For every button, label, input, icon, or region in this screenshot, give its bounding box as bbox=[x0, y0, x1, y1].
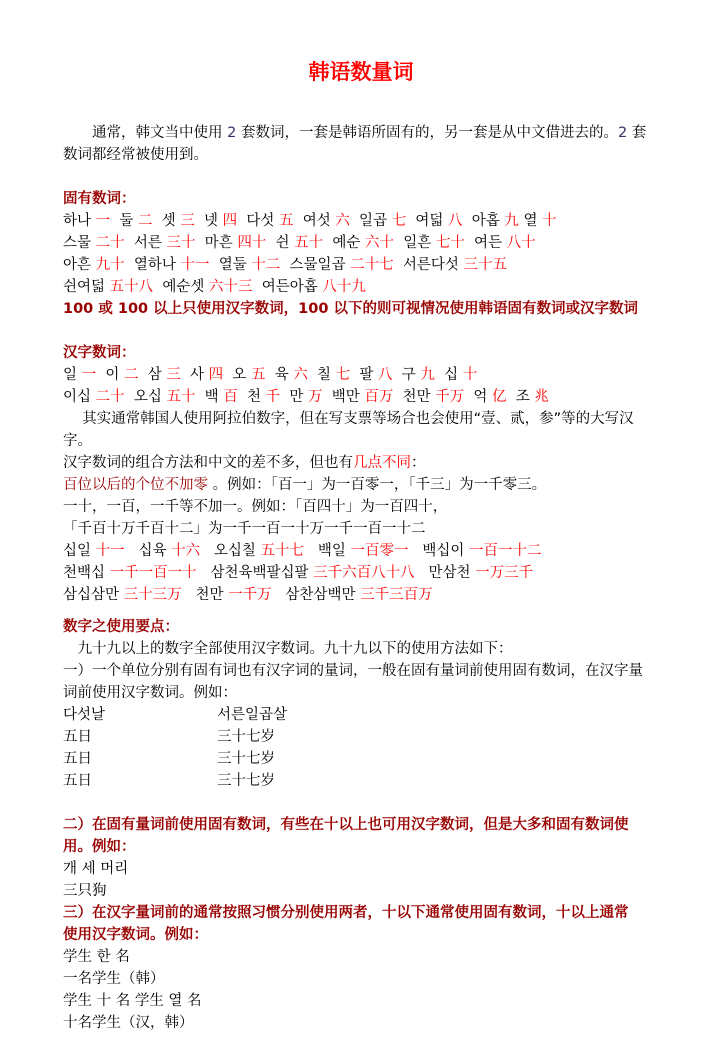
sino-numerals-row-2 bbox=[63, 386, 659, 408]
text-run: 三十七岁 bbox=[217, 773, 275, 789]
point-2-line-1 bbox=[63, 814, 659, 836]
text-run: 十六 bbox=[171, 543, 201, 559]
rule-no-zero bbox=[63, 474, 659, 496]
point-2-line-2 bbox=[63, 836, 659, 858]
text-run: 二十七 bbox=[350, 257, 394, 273]
arabic-note-line-1 bbox=[63, 408, 659, 430]
text-run: 五日 bbox=[63, 729, 92, 745]
text-run: 셋 bbox=[152, 213, 181, 229]
text-run: 스물 bbox=[63, 235, 96, 251]
text-run: 三十五 bbox=[463, 257, 508, 273]
rule-no-one-1 bbox=[63, 496, 659, 518]
text-run: 예순셋 bbox=[153, 279, 209, 295]
text-run: 개 세 머리 bbox=[63, 861, 129, 877]
text-run: 三 bbox=[180, 213, 195, 229]
text-run: 一百一十二 bbox=[468, 543, 542, 559]
text-run: 여덟 bbox=[406, 213, 449, 229]
text-run: 팔 bbox=[350, 367, 379, 383]
text-run: 구 bbox=[392, 367, 421, 383]
text-run: 其实通常韩国人使用阿拉伯数字，但在写支票等场合也会使用“壹、贰，参”等的大写汉 bbox=[63, 411, 634, 427]
blank-line bbox=[63, 166, 659, 188]
text-run: 二 bbox=[137, 213, 153, 229]
text-run: 八十 bbox=[506, 235, 536, 251]
text-run: 。例如：「百一」为一百零一，「千三」为一千零三。 bbox=[208, 477, 547, 493]
text-run: 套 bbox=[627, 125, 647, 141]
text-run: 칠 bbox=[307, 367, 336, 383]
example-col-row-korean bbox=[63, 704, 659, 726]
text-run: 通常，韩文当中使用 bbox=[63, 125, 228, 141]
native-numerals-heading bbox=[63, 188, 659, 210]
text-run: 五日 bbox=[63, 751, 92, 767]
text-run: 亿 bbox=[492, 389, 507, 405]
text-run: 兆 bbox=[534, 389, 549, 405]
text-run: 套数词，一套是韩语所固有的，另一套是从中文借进去的。 bbox=[236, 125, 618, 141]
doc-title: 韩语数量词 bbox=[308, 60, 414, 84]
text-run: 三千三百万 bbox=[360, 587, 433, 603]
text-run: 十名学生（汉，韩） bbox=[63, 1015, 194, 1031]
text-run: 一百零一 bbox=[350, 543, 409, 559]
text-run: 八 bbox=[448, 213, 463, 229]
text-run: 固有数词： bbox=[63, 191, 136, 207]
text-run: 十一 bbox=[95, 543, 125, 559]
text-run: 九 bbox=[504, 213, 519, 229]
text-run: 十二 bbox=[251, 257, 281, 273]
text-run: 천만 bbox=[393, 389, 436, 405]
text-run: 둘 bbox=[110, 213, 138, 229]
text-run: 一千万 bbox=[228, 587, 272, 603]
text-run: 二十 bbox=[95, 389, 125, 405]
text-run: 二十 bbox=[95, 235, 125, 251]
sino-examples-row-3 bbox=[63, 584, 659, 606]
example-student-chinese-1 bbox=[63, 968, 659, 990]
text-run: 学生 十 名 学生 열 名 bbox=[63, 993, 202, 1009]
text-run: 열하나 bbox=[124, 257, 181, 273]
text-run: 쉰여덟 bbox=[63, 279, 110, 295]
text-run: 词前使用汉字数词。例如： bbox=[63, 685, 237, 701]
text-run: 천만 bbox=[181, 587, 229, 603]
text-run: 오십 bbox=[124, 389, 167, 405]
text-run: 六 bbox=[293, 367, 308, 383]
point-1-line-2 bbox=[63, 682, 659, 704]
point-3-line-2 bbox=[63, 924, 659, 946]
text-run: 六十 bbox=[365, 235, 394, 251]
text-run: 字。 bbox=[63, 433, 92, 449]
text-run: 九十九以上的数字全部使用汉字数词。九十九以下的使用方法如下： bbox=[63, 641, 513, 657]
text-run: 九十 bbox=[95, 257, 125, 273]
document-body bbox=[63, 100, 659, 1034]
text-run: 아홉 bbox=[462, 213, 505, 229]
text-run: 八十九 bbox=[322, 279, 366, 295]
text-run: 십 bbox=[434, 367, 463, 383]
point-1-line-1 bbox=[63, 660, 659, 682]
text-run: 천백십 bbox=[63, 565, 110, 581]
text-run: 만삼천 bbox=[414, 565, 476, 581]
text-run: 几点不同 bbox=[353, 455, 411, 471]
sino-numerals-row-1 bbox=[63, 364, 659, 386]
example-student-chinese-2 bbox=[63, 1012, 659, 1034]
text-run: 삼십삼만 bbox=[63, 587, 124, 603]
text-run: 100 或 100 以上只使用汉字数词，100 以下的则可视情况使用韩语固有数词或汉字数词 bbox=[63, 301, 638, 317]
rule-no-one-2 bbox=[63, 518, 659, 540]
example-student-korean-2 bbox=[63, 990, 659, 1012]
arabic-note-line-2 bbox=[63, 430, 659, 452]
document-content bbox=[63, 58, 659, 1034]
text-run: 百位以后的个位不加零 bbox=[63, 477, 208, 493]
text-run: 十 bbox=[542, 213, 557, 229]
example-col-row-chinese bbox=[63, 726, 659, 748]
text-run: 백 bbox=[195, 389, 224, 405]
text-run: 三只狗 bbox=[63, 883, 107, 899]
sino-numerals-heading bbox=[63, 342, 659, 364]
example-dog-chinese bbox=[63, 880, 659, 902]
text-run: 백십이 bbox=[408, 543, 469, 559]
text-run: 六十三 bbox=[209, 279, 253, 295]
text-run: 억 bbox=[464, 389, 493, 405]
text-run: 一 bbox=[95, 213, 111, 229]
text-run: 五 bbox=[279, 213, 294, 229]
text-run: 七 bbox=[335, 367, 351, 383]
text-run: 十 bbox=[462, 367, 478, 383]
text-run: 스물일곱 bbox=[280, 257, 351, 273]
text-run: 여든아홉 bbox=[252, 279, 323, 295]
text-run: 五十八 bbox=[109, 279, 154, 295]
text-run: 오십칠 bbox=[200, 543, 261, 559]
example-col-row-chinese bbox=[63, 748, 659, 770]
text-run: 一 bbox=[81, 367, 97, 383]
text-run: 八 bbox=[378, 367, 393, 383]
sino-examples-row-1 bbox=[63, 540, 659, 562]
text-run: 사 bbox=[180, 367, 209, 383]
text-run: 三十 bbox=[166, 235, 196, 251]
text-run: 四 bbox=[208, 367, 224, 383]
text-run: 千万 bbox=[435, 389, 465, 405]
point-3-line-1 bbox=[63, 902, 659, 924]
example-student-korean-1 bbox=[63, 946, 659, 968]
text-run: 여섯 bbox=[293, 213, 336, 229]
text-run: 열둘 bbox=[209, 257, 252, 273]
difference-intro bbox=[63, 452, 659, 474]
usage-points-heading bbox=[63, 616, 659, 638]
text-run: 예순 bbox=[323, 235, 365, 251]
text-run: 2 bbox=[227, 125, 237, 141]
text-run: 백일 bbox=[304, 543, 351, 559]
text-run: 一十，一百，一千等不加一。例如：「百四十」为一百四十， bbox=[63, 499, 448, 515]
text-run: 七 bbox=[391, 213, 407, 229]
text-run: 백만 bbox=[322, 389, 365, 405]
text-run: 七十 bbox=[435, 235, 465, 251]
text-run: 六 bbox=[335, 213, 350, 229]
usage-points-note bbox=[63, 638, 659, 660]
intro-line-2 bbox=[63, 144, 659, 166]
text-run: 三）在汉字量词前的通常按照习惯分别使用两者，十以下通常使用固有数词，十以上通常 bbox=[63, 905, 629, 921]
text-run: 三十七岁 bbox=[217, 751, 275, 767]
text-run: 四十 bbox=[237, 235, 267, 251]
native-numerals-row-3 bbox=[63, 254, 659, 276]
text-run: 三 bbox=[166, 367, 181, 383]
blank-line bbox=[63, 100, 659, 122]
text-run: 다섯날 bbox=[63, 707, 106, 723]
blank-line bbox=[63, 320, 659, 342]
text-run: 삼 bbox=[138, 367, 167, 383]
text-run: 三千六百八十八 bbox=[313, 565, 415, 581]
text-run: 五日 bbox=[63, 773, 92, 789]
intro-line-1 bbox=[63, 122, 659, 144]
text-run: 一千一百一十 bbox=[109, 565, 197, 581]
text-run: 서른일곱살 bbox=[217, 707, 288, 723]
text-run: 넷 bbox=[194, 213, 223, 229]
sino-examples-row-2 bbox=[63, 562, 659, 584]
text-run: 아흔 bbox=[63, 257, 96, 273]
text-run: 三十七岁 bbox=[217, 729, 275, 745]
text-run: 百万 bbox=[364, 389, 394, 405]
text-run: 쉰 bbox=[266, 235, 295, 251]
text-run: 조 bbox=[506, 389, 535, 405]
text-run: 一）一个单位分别有固有词也有汉字词的量词，一般在固有量词前使用固有数词，在汉字量 bbox=[63, 663, 643, 679]
text-run: 一名学生（韩） bbox=[63, 971, 165, 987]
text-run: 삼찬삼백만 bbox=[271, 587, 361, 603]
text-run: 九 bbox=[420, 367, 435, 383]
text-run: 万 bbox=[308, 389, 323, 405]
text-run: 五十 bbox=[166, 389, 196, 405]
text-run: 열 bbox=[518, 213, 543, 229]
text-run: 用。例如： bbox=[63, 839, 136, 855]
text-run: 二）在固有量词前使用固有数词，有些在十以上也可用汉字数词，但是大多和固有数词使 bbox=[63, 817, 629, 833]
text-run: 마흔 bbox=[195, 235, 238, 251]
text-run: 이 bbox=[96, 367, 124, 383]
text-run: 百 bbox=[223, 389, 238, 405]
example-col-row-chinese bbox=[63, 770, 659, 792]
text-run: 数词都经常被使用到。 bbox=[63, 147, 208, 163]
text-run: 数字之使用要点： bbox=[63, 619, 179, 635]
text-run: 汉字数词： bbox=[63, 345, 136, 361]
text-run: 三十三万 bbox=[123, 587, 182, 603]
text-run: 「千百十万千百十二」为一千一百一十万一千一百一十二 bbox=[63, 521, 426, 537]
text-run: 십일 bbox=[63, 543, 96, 559]
text-run: 천 bbox=[237, 389, 266, 405]
text-run: 오 bbox=[223, 367, 251, 383]
usage-rule-100 bbox=[63, 298, 659, 320]
native-numerals-row-1 bbox=[63, 210, 659, 232]
text-run: 千 bbox=[265, 389, 281, 405]
text-run: 만 bbox=[280, 389, 308, 405]
text-run: 五十七 bbox=[260, 543, 305, 559]
text-run: 十一 bbox=[180, 257, 210, 273]
text-run: 使用汉字数词。例如： bbox=[63, 927, 208, 943]
text-run: 육 bbox=[265, 367, 294, 383]
text-run: 四 bbox=[222, 213, 238, 229]
example-dog-korean bbox=[63, 858, 659, 880]
blank-line bbox=[63, 792, 659, 814]
text-run: 여든 bbox=[464, 235, 507, 251]
text-run: 一万三千 bbox=[475, 565, 534, 581]
text-run: 学生 한 名 bbox=[63, 949, 130, 965]
text-run: 二 bbox=[123, 367, 139, 383]
text-run: 이십 bbox=[63, 389, 96, 405]
native-numerals-row-4 bbox=[63, 276, 659, 298]
text-run: 하나 bbox=[63, 213, 96, 229]
text-run: 일흔 bbox=[394, 235, 436, 251]
text-run: 汉字数词的组合方法和中文的差不多，但也有 bbox=[63, 455, 353, 471]
text-run: 서른다섯 bbox=[393, 257, 464, 273]
text-run: 삼천육백팔십팔 bbox=[196, 565, 314, 581]
text-run: ： bbox=[411, 455, 426, 471]
text-run: 五十 bbox=[294, 235, 324, 251]
text-run: 다섯 bbox=[237, 213, 279, 229]
native-numerals-row-2 bbox=[63, 232, 659, 254]
text-run: 일 bbox=[63, 367, 82, 383]
text-run: 五 bbox=[251, 367, 266, 383]
text-run: 2 bbox=[617, 125, 628, 141]
text-run: 일곱 bbox=[349, 213, 392, 229]
text-run: 서른 bbox=[124, 235, 167, 251]
text-run: 십육 bbox=[124, 543, 172, 559]
